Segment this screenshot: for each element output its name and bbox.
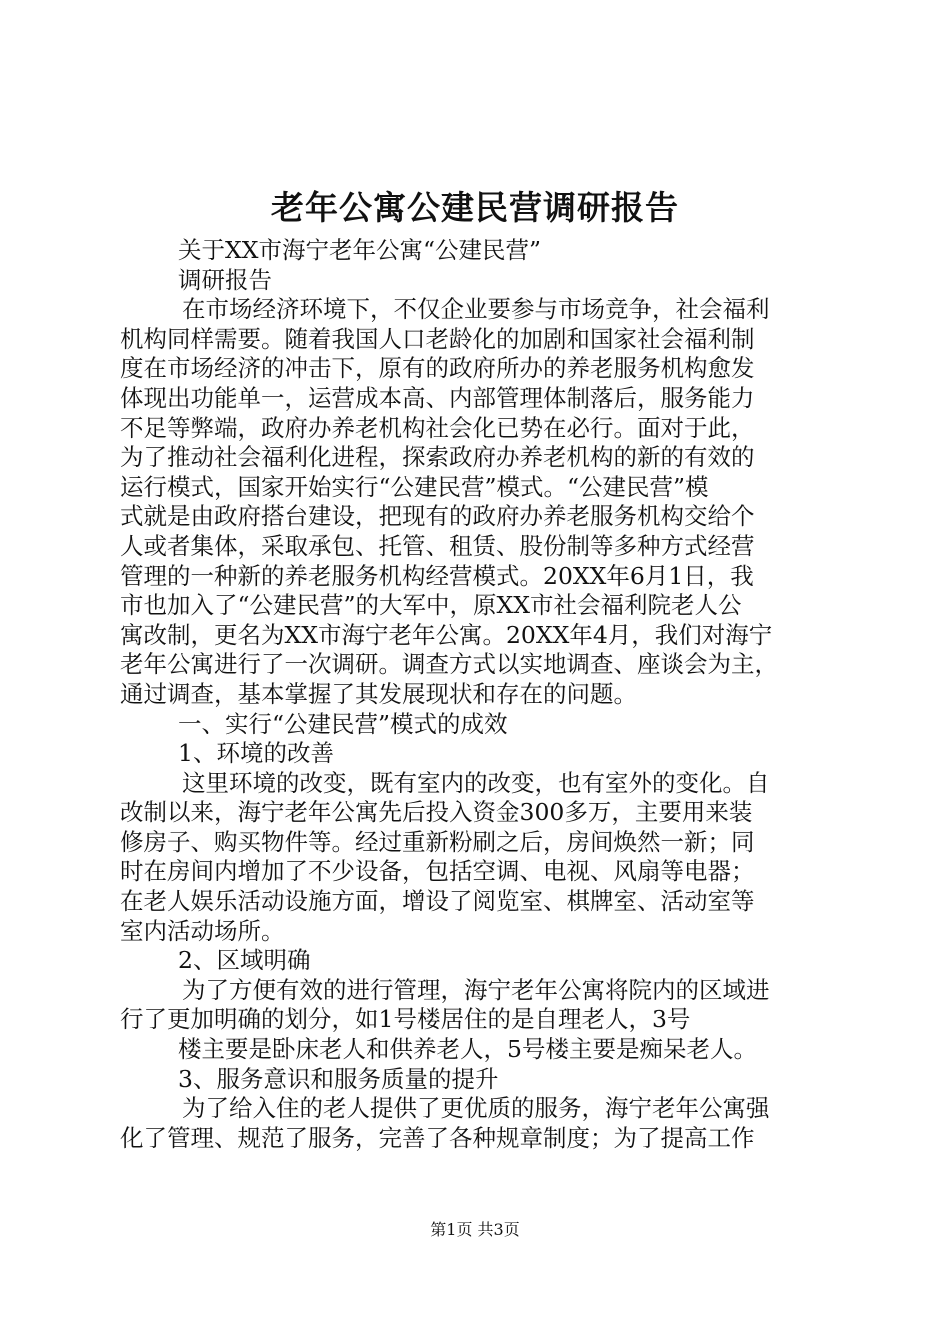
body-line: 管理的一种新的养老服务机构经营模式。20XX年6月1日，我	[120, 561, 754, 590]
body-line: 市也加入了“公建民营”的大军中，原XX市社会福利院老人公	[120, 591, 742, 620]
body-line: 在老人娱乐活动设施方面，增设了阅览室、棋牌室、活动室等	[120, 887, 755, 916]
subsection-heading: 3、服务意识和服务质量的提升	[178, 1064, 499, 1093]
page-title: 老年公寓公建民营调研报告	[271, 188, 679, 227]
body-line: 通过调查，基本掌握了其发展现状和存在的问题。	[120, 679, 637, 708]
body-line: 为了方便有效的进行管理，海宁老年公寓将院内的区域进	[182, 975, 770, 1004]
body-line: 室内活动场所。	[120, 916, 285, 945]
body-line: 式就是由政府搭台建设，把现有的政府办养老服务机构交给个	[120, 502, 755, 531]
body-line: 体现出功能单一，运营成本高、内部管理体制落后，服务能力	[120, 383, 755, 412]
body-line: 改制以来，海宁老年公寓先后投入资金300多万，主要用来装	[120, 798, 753, 827]
body-line: 关于XX市海宁老年公寓“公建民营”	[178, 236, 541, 264]
body-line: 为了推动社会福利化进程，探索政府办养老机构的新的有效的	[120, 443, 755, 472]
section-heading: 一、实行“公建民营”模式的成效	[178, 709, 508, 738]
body-line: 行了更加明确的划分，如1号楼居住的是自理老人，3号	[120, 1005, 691, 1034]
body-line: 楼主要是卧床老人和供养老人，5号楼主要是痴呆老人。	[178, 1035, 757, 1064]
body-line: 运行模式，国家开始实行“公建民营”模式。“公建民营”模	[120, 472, 709, 501]
body-line: 度在市场经济的冲击下，原有的政府所办的养老服务机构愈发	[120, 354, 755, 383]
body-line: 时在房间内增加了不少设备，包括空调、电视、风扇等电器；	[120, 857, 755, 886]
page-footer: 第1页 共3页	[430, 1220, 520, 1239]
body-line: 寓改制，更名为XX市海宁老年公寓。20XX年4月，我们对海宁	[120, 620, 773, 649]
body-line: 为了给入住的老人提供了更优质的服务，海宁老年公寓强	[182, 1094, 770, 1123]
document-body	[120, 236, 834, 1153]
body-line: 机构同样需要。随着我国人口老龄化的加剧和国家社会福利制	[120, 324, 755, 353]
body-line: 老年公寓进行了一次调研。调查方式以实地调查、座谈会为主，	[120, 650, 778, 679]
body-line: 在市场经济环境下，不仅企业要参与市场竞争，社会福利	[182, 295, 770, 324]
body-line: 这里环境的改变，既有室内的改变，也有室外的变化。自	[182, 768, 770, 797]
body-line: 不足等弊端，政府办养老机构社会化已势在必行。面对于此，	[120, 413, 755, 442]
body-line: 化了管理、规范了服务，完善了各种规章制度；为了提高工作	[120, 1123, 755, 1152]
subsection-heading: 2、区域明确	[178, 946, 311, 975]
body-line: 人或者集体，采取承包、托管、租赁、股份制等多种方式经营	[120, 531, 755, 560]
body-line: 修房子、购买物件等。经过重新粉刷之后，房间焕然一新；同	[120, 827, 755, 856]
subsection-heading: 1、环境的改善	[178, 739, 334, 768]
body-line: 调研报告	[178, 265, 272, 294]
